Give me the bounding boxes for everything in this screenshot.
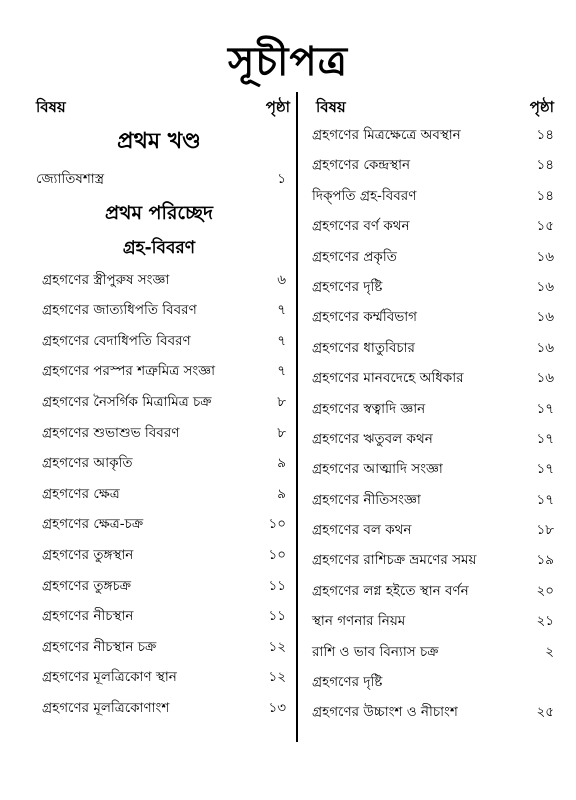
toc-entry [26, 265, 292, 296]
toc-entry-page: ১৭ [536, 491, 554, 508]
toc-entry-page: ১১ [268, 577, 286, 594]
toc-entry-page: ১৬ [536, 248, 554, 265]
left-entry-list [26, 265, 292, 724]
toc-entry-title: গ্রহগণের বর্ণ কথন [312, 218, 410, 235]
toc-entry-page: ১০ [268, 546, 286, 563]
left-column [26, 92, 292, 724]
toc-entry-page: ২১ [536, 613, 554, 630]
toc-entry [306, 363, 556, 393]
toc-entry-page: ১৩ [268, 699, 286, 716]
toc-entry [306, 242, 556, 272]
toc-entry [306, 120, 556, 150]
toc-entry [26, 601, 292, 632]
toc-entry-title: দিক্‌পতি গ্রহ-বিবরণ [312, 187, 417, 204]
toc-entry-title: গ্রহগণের লগ্ন হইতে স্থান বর্ণন [312, 582, 469, 599]
toc-entry-title: গ্রহগণের নীতিসংজ্ঞা [312, 491, 421, 508]
toc-entry-title: গ্রহগণের উচ্চাংশ ও নীচাংশ [312, 704, 458, 721]
toc-entry-title: গ্রহগণের মিত্রক্ষেত্রে অবস্থান [312, 127, 461, 143]
toc-entry-page: ২ [545, 643, 554, 660]
toc-entry-page: ৭ [277, 363, 286, 380]
toc-entry-page: ১৬ [536, 370, 554, 387]
toc-entry-title: গ্রহগণের রাশিচক্র ভ্রমণের সময় [312, 552, 477, 569]
toc-entry-page: ১ [277, 171, 286, 187]
toc-entry-page: ৯ [277, 485, 286, 502]
toc-entry-page: ৮ [277, 393, 286, 410]
page-header: পৃষ্ঠা [529, 98, 554, 116]
subject-header: বিষয় [36, 98, 66, 116]
toc-entry [306, 394, 556, 424]
toc-entry-title: স্থান গণনার নিয়ম [312, 613, 406, 630]
toc-entry-page: ২৫ [536, 704, 554, 721]
toc-entry-title: গ্রহগণের নৈসর্গিক মিত্রামিত্র চক্র [42, 393, 212, 410]
toc-entry [306, 697, 556, 727]
toc-entry-page: ১৪ [536, 127, 554, 143]
toc-entry-page: ১৫ [536, 218, 554, 235]
toc-entry-title: গ্রহগণের নীচস্থান চক্র [42, 638, 157, 655]
toc-entry-title: গ্রহগণের বল কথন [312, 522, 412, 539]
toc-entry [26, 540, 292, 571]
toc-entry [26, 295, 292, 326]
toc-entry-title: গ্রহগণের তুঙ্গচক্র [42, 577, 132, 594]
toc-entry-page: ৭ [277, 332, 286, 349]
toc-entry-title: গ্রহগণের আত্মাদি সংজ্ঞা [312, 461, 443, 478]
right-column [306, 92, 556, 728]
toc-entry-title: গ্রহগণের মূলত্রিকোণ স্থান [42, 669, 177, 686]
toc-entry [26, 418, 292, 449]
chapter-heading: প্রথম পরিচ্ছেদ [104, 201, 214, 224]
toc-entry-page: ৮ [277, 424, 286, 441]
toc-entry-title: গ্রহগণের ক্ষেত্র [42, 485, 120, 502]
toc-entry [306, 454, 556, 484]
toc-entry [306, 576, 556, 606]
toc-entry [306, 515, 556, 545]
toc-entry-title: গ্রহগণের প্রকৃতি [312, 248, 397, 265]
section-heading: গ্রহ-বিবরণ [122, 237, 196, 258]
toc-entry [26, 632, 292, 663]
toc-entry [306, 545, 556, 575]
toc-entry-title: গ্রহগণের তুঙ্গস্থান [42, 546, 134, 563]
toc-entry-title: গ্রহগণের দৃষ্টি [312, 278, 383, 295]
toc-entry [26, 693, 292, 724]
toc-entry-page: ২০ [536, 582, 554, 599]
toc-entry-title: গ্রহগণের পরস্পর শত্রুমিত্র সংজ্ঞা [42, 363, 216, 380]
toc-entry-title: গ্রহগণের ক্ষেত্র-চক্র [42, 516, 144, 533]
toc-entry [306, 211, 556, 241]
page-header: পৃষ্ঠা [265, 98, 290, 116]
part-heading: প্রথম খণ্ড [117, 129, 201, 154]
toc-entry [306, 606, 556, 636]
toc-entry-title: গ্রহগণের স্বত্বাদি জ্ঞান [312, 400, 426, 417]
toc-entry [26, 387, 292, 418]
toc-entry-title: গ্রহগণের বেদাধিপতি বিবরণ [42, 332, 191, 349]
toc-entry-title: গ্রহগণের দৃষ্টি [312, 674, 383, 691]
toc-entry [26, 571, 292, 602]
toc-entry [306, 302, 556, 332]
toc-entry [26, 662, 292, 693]
toc-entry [306, 181, 556, 211]
toc-entry-page: ১৪ [536, 187, 554, 204]
toc-entry [26, 448, 292, 479]
toc-entry-title: রাশি ও ভাব বিন্যাস চক্র [312, 643, 439, 660]
toc-entry [306, 485, 556, 515]
toc-entry-page: ১৪ [536, 157, 554, 174]
toc-entry [306, 272, 556, 302]
toc-entry-page: ১৭ [536, 461, 554, 478]
toc-entry [26, 326, 292, 357]
column-divider [296, 92, 298, 742]
toc-entry-page: ১০ [268, 516, 286, 533]
toc-entry-title: গ্রহগণের ঋতুবল কথন [312, 430, 433, 447]
toc-entry-title: গ্রহগণের কর্ম্মবিভাগ [312, 309, 418, 326]
toc-entry-page: ১২ [268, 669, 286, 686]
toc-entry [306, 637, 556, 667]
toc-entry-page: ১৯ [536, 552, 554, 569]
toc-entry-page: ১১ [268, 608, 286, 625]
toc-entry-title: গ্রহগণের শুভাশুভ বিবরণ [42, 424, 180, 441]
toc-entry-title: গ্রহগণের নীচস্থান [42, 608, 134, 625]
toc-entry-title: গ্রহগণের আকৃতি [42, 455, 133, 472]
toc-entry [306, 150, 556, 180]
toc-entry [26, 479, 292, 510]
toc-entry-title: গ্রহগণের জাত্যধিপতি বিবরণ [42, 302, 197, 319]
toc-entry [26, 356, 292, 387]
toc-entry [26, 509, 292, 540]
toc-entry [306, 424, 556, 454]
toc-entry-page: ১৭ [536, 400, 554, 417]
toc-entry-page: ১৬ [536, 278, 554, 295]
toc-entry-page: ৯ [277, 455, 286, 472]
toc-entry-page: ১৬ [536, 339, 554, 356]
toc-entry-page: ৭ [277, 302, 286, 319]
toc-entry-page: ১৭ [536, 430, 554, 447]
toc-entry-title: গ্রহগণের ধাতুবিচার [312, 339, 415, 356]
toc-entry [26, 164, 292, 195]
toc-entry-title: গ্রহগণের মূলত্রিকোণাংশ [42, 699, 170, 716]
toc-entry-title: গ্রহগণের মানবদেহে অধিকার [312, 370, 464, 387]
right-entry-list [306, 120, 556, 728]
toc-entry-page: ৬ [277, 271, 286, 288]
subject-header: বিষয় [316, 98, 346, 116]
left-column-header [26, 92, 292, 120]
toc-entry-title: জ্যোতিষশাস্ত্র [36, 171, 105, 187]
toc-entry [306, 333, 556, 363]
right-column-header [306, 92, 556, 120]
toc-entry-page: ১৮ [536, 522, 554, 539]
toc-entry-page: ১২ [268, 638, 286, 655]
toc-entry [306, 667, 556, 697]
page-title: সূচীপত্র [228, 39, 348, 85]
toc-entry-title: গ্রহগণের কেন্দ্রস্থান [312, 157, 411, 174]
toc-entry-title: গ্রহগণের স্ত্রীপুরুষ সংজ্ঞা [42, 271, 170, 288]
toc-entry-page: ১৬ [536, 309, 554, 326]
